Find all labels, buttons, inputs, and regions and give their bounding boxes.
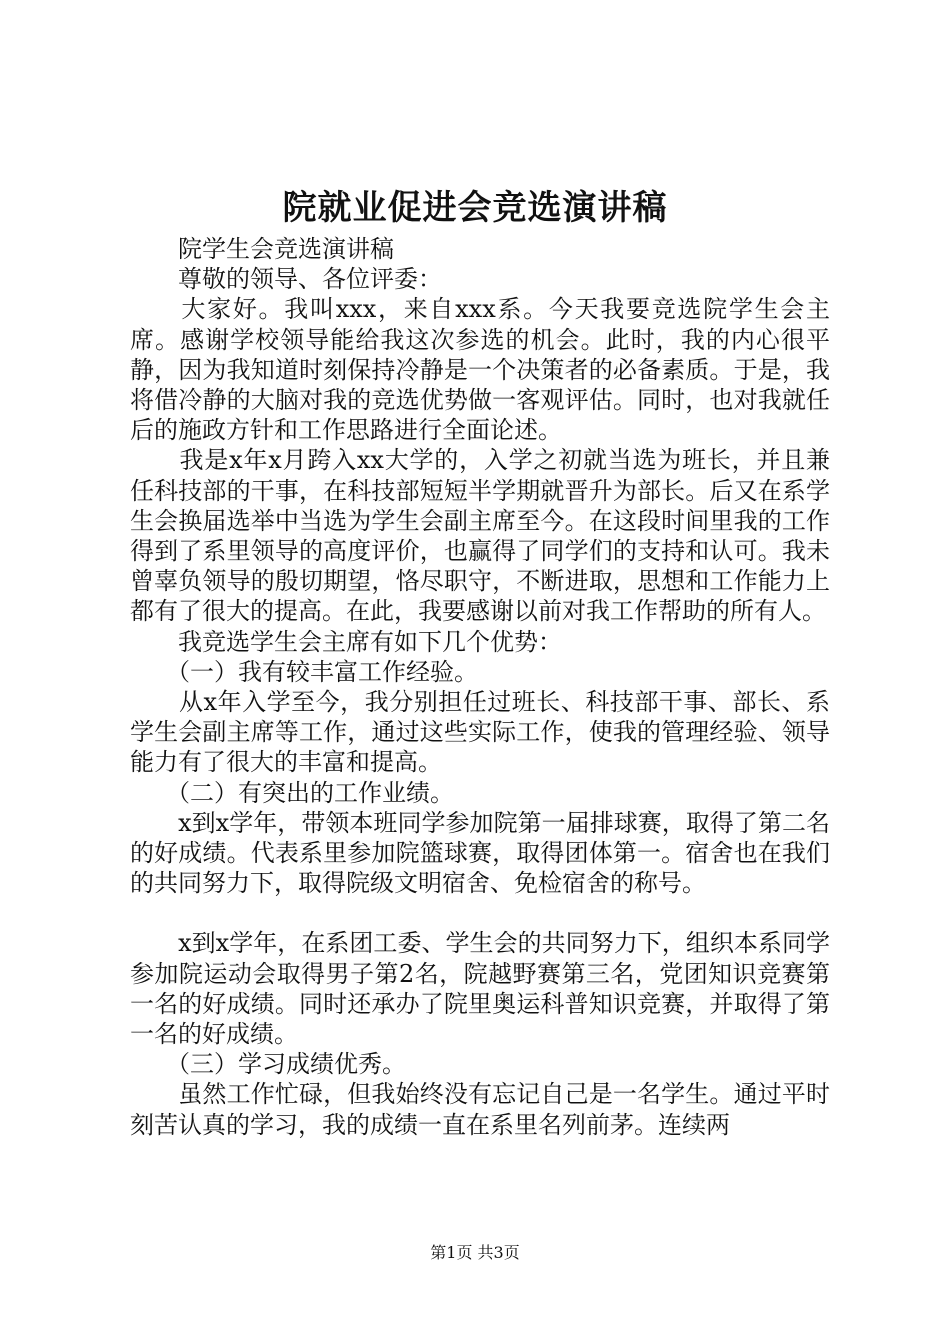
- paragraph: 我竞选学生会主席有如下几个优势：: [130, 627, 562, 656]
- document-body: [130, 234, 830, 1140]
- paragraph: x到x学年，在系团工委、学生会的共同努力下，组织本系同学参加院运动会取得男子第2名，院越野赛第三名，党团知识竞赛第一名的好成绩。同时还承办了院里奥运科普知识竞赛，并取得了第一名的好成绩。: [130, 929, 830, 1049]
- paragraph: 尊敬的领导、各位评委：: [130, 265, 442, 294]
- document-title: 院就业促进会竞选演讲稿: [282, 188, 668, 228]
- paragraph: x到x学年，带领本班同学参加院第一届排球赛，取得了第二名的好成绩。代表系里参加院篮球赛，取得团体第一。宿舍也在我们的共同努力下，取得院级文明宿舍、免检宿舍的称号。: [130, 808, 830, 898]
- paragraph: （一）我有较丰富工作经验。: [130, 657, 478, 686]
- paragraph: 大家好。我叫xxx，来自xxx系。今天我要竞选院学生会主席。感谢学校领导能给我这次参选的机会。此时，我的内心很平静，因为我知道时刻保持冷静是一个决策者的必备素质。于是，我将借冷静的大脑对我的竞选优势做一客观评估。同时，也对我就任后的施政方针和工作思路进行全面论述。: [130, 295, 830, 445]
- paragraph: 我是x年x月跨入xx大学的，入学之初就当选为班长，并且兼任科技部的干事，在科技部短短半学期就晋升为部长。后又在系学生会换届选举中当选为学生会副主席至今。在这段时间里我的工作得到了系里领导的高度评价，也赢得了同学们的支持和认可。我未曾辜负领导的殷切期望，恪尽职守，不断进取，思想和工作能力上都有了很大的提高。在此，我要感谢以前对我工作帮助的所有人。: [130, 446, 830, 626]
- paragraph: 虽然工作忙碌，但我始终没有忘记自己是一名学生。通过平时刻苦认真的学习，我的成绩一直在系里名列前茅。连续两: [130, 1080, 830, 1139]
- paragraph: （二）有突出的工作业绩。: [130, 778, 454, 807]
- page-number: 第1页 共3页: [430, 1243, 520, 1262]
- paragraph: （三）学习成绩优秀。: [130, 1050, 406, 1079]
- paragraph: 院学生会竞选演讲稿: [130, 235, 394, 263]
- paragraph: 从x年入学至今，我分别担任过班长、科技部干事、部长、系学生会副主席等工作，通过这些实际工作，使我的管理经验、领导能力有了很大的丰富和提高。: [130, 688, 830, 777]
